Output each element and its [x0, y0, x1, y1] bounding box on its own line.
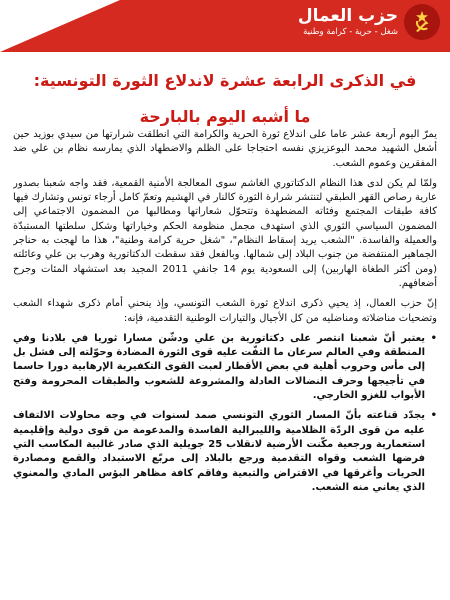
- page-title: [15, 70, 435, 128]
- hammer-sickle-icon: [404, 4, 440, 40]
- party-name: حزب العمال: [297, 6, 398, 26]
- header-banner: [0, 0, 450, 52]
- title-line-2: ما أشبه اليوم بالبارحة: [139, 107, 311, 126]
- banner-white-wedge: [0, 0, 120, 52]
- title-line-1: في الذكرى الرابعة عشرة لاندلاع الثورة التونسية:: [33, 71, 417, 90]
- paragraph-intro: يمرّ اليوم أربعة عشر عاما على اندلاع ثورة الحرية والكرامة التي انطلقت شرارتها من سيدي بوزيد حين أشعل الشهيد محمد البوعزيزي نفسه احتجاجا على الظلم والاضطهاد الذي يمارسه نظام بن علي ضد المفقرين وعموم الشعب.: [13, 129, 437, 169]
- party-slogan: شغل - حرية - كرامة وطنية: [303, 27, 398, 37]
- paragraph-declaration: إنّ حزب العمال، إذ يحيي ذكرى اندلاع ثورة الشعب التونسي، وإذ ينحني أمام ذكرى شهداء الشعب وتضحيات مناضلاته ومناضليه من كل الأجيال والتيارات الوطنية التقدمية، فإنه:: [13, 298, 437, 324]
- position-list: [13, 332, 437, 495]
- statement-body: [13, 128, 437, 594]
- list-item: • يجدّد قناعته بأنّ المسار الثوري التونسي صمد لسنوات في وجه محاولات الالتفاف عليه من قوى الردّة الظلامية والليبرالية الفاسدة والمدعومة من قوى دولية وإقليمية استعمارية ورجعية مكّنت الأرضية لانقلاب 25 جويلية الذي صادر غالبية المكاسب التي فرضها الشعب وقواه التقدمية ورجع بالبلاد إلى مربّع الاستبداد والقمع ومصادرة الحريات وأغرقها في الاقتراض والتبعية وفاقم كافة مظاهر البؤس المادي والمعنوي الذي يعاني منه الشعب.: [13, 409, 437, 495]
- party-brand: [298, 4, 440, 40]
- paragraph-history: ولمّا لم يكن لدى هذا النظام الدكتاتوري الغاشم سوى المعالجة الأمنية القمعية، فقد واجه شعبنا بصدور عارية رصاص القهر الطبقي لتنتشر شرارة الثورة كالنار في الهشيم وتعمّ كامل أرجاء تونس وتشارك فيها كافة طبقات المجتمع وفئاته المضطهدة وتتحوّل شعاراتها ومطالبها من المضمون الاجتماعي إلى المضمون السياسي الثوري الذي استهدف مجمل منظومة الحكم وخياراتها وشكل سلطتها المستبدّة والعميلة والفاسدة. "الشعب يريد إسقاط النظام"، "شغل حرية كرامة وطنية"، هذا ما لهجت به حناجر الجماهير المنتفضة من جنوب البلاد إلى شمالها. وبالفعل فقد سقطت الدكتاتورية وهرب بن علي وعائلته (ومن أكثر الطغاة الهاربين) إلى السعودية يوم 14 جانفي 2011 المجيد بعد استشهاد المئات وجرح أضعافهم.: [13, 177, 437, 289]
- list-item: • يعتبر أنّ شعبنا انتصر على دكتاتورية بن علي ودشّن مسارا ثوريا في بلادنا وفي المنطقة وفي العالم سرعان ما التفّت عليه قوى الثورة المضادة وحوّلته إلى فشل بل إلى مأس وحروب أهلية في بعض الأقطار لعبت القوى التكفيرية الإرهابية دورا حاسما في تأجيجها وحرف النضالات العادلة والمشروعة للشعوب والطبقات المحرومة وفتح الأبواب للغزو الخارجي.: [13, 332, 437, 403]
